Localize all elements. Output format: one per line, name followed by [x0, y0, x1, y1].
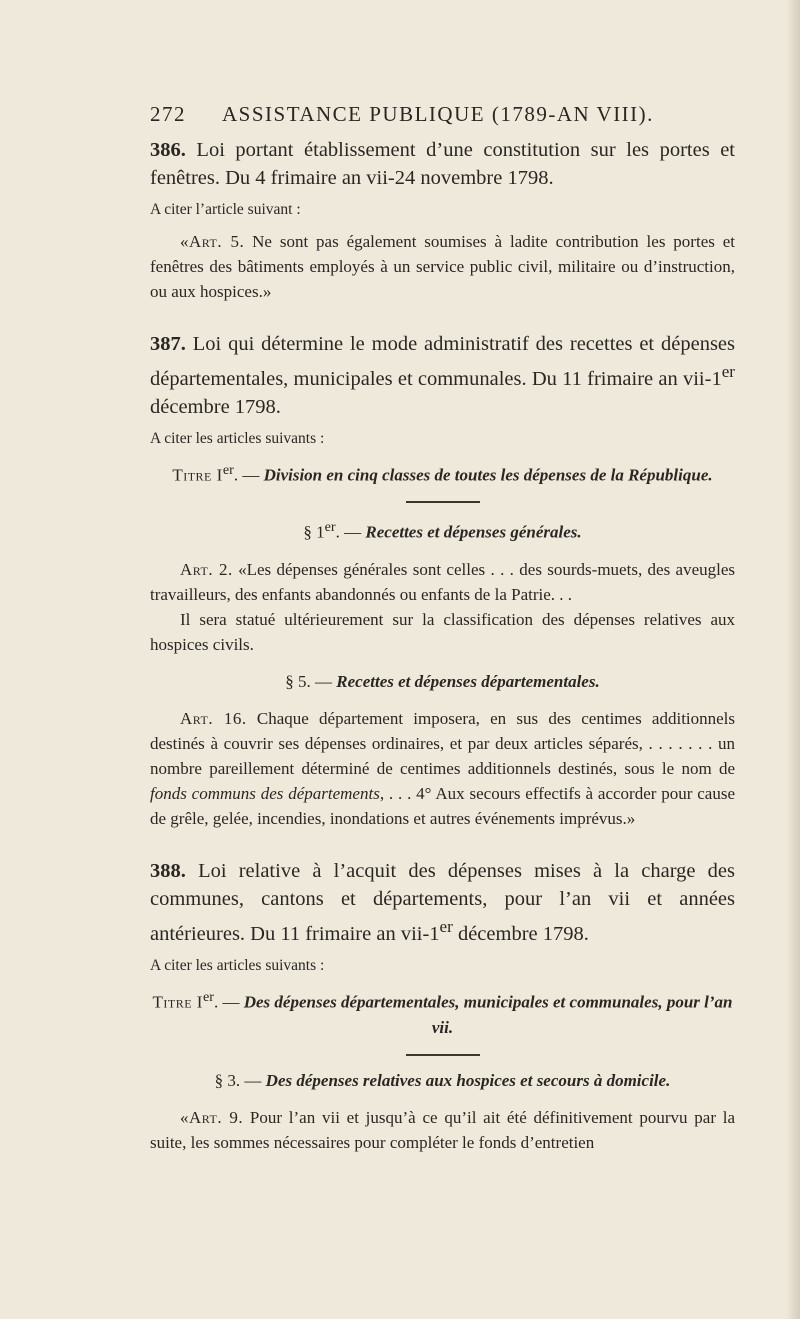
entry-number: 388. [150, 860, 186, 883]
article-label: «Art. 5. [180, 232, 245, 251]
article-label: «Art. 9. [180, 1107, 244, 1127]
running-title: ASSISTANCE PUBLIQUE (1789-AN VIII). [222, 102, 654, 126]
entry-388-intro: A citer les articles suivants : [150, 956, 325, 974]
entry-386-title [150, 136, 735, 192]
titre-dash: . — [233, 465, 260, 485]
entry-number: 386. [150, 139, 186, 161]
section-heading-text: Des dépenses relatives aux hospices et secours à domicile. [265, 1070, 671, 1090]
section-5-heading [150, 669, 735, 694]
page-number: 272 [150, 102, 186, 126]
section-heading-text: Recettes et dépenses générales. [365, 523, 582, 543]
section-rule [406, 1054, 480, 1056]
article-text-end: , . . . 4° Aux secours effectifs à accorder pour cause de grêle, gelée, incendies, inondations et autres événements imprévus.» [150, 784, 735, 829]
entry-387-intro: A citer les articles suivants : [150, 429, 325, 447]
entry-387-title [150, 330, 735, 421]
superscript: er [324, 519, 336, 536]
titre-heading [150, 458, 735, 488]
titre-dash: . — [213, 992, 240, 1012]
section-3-heading [150, 1068, 735, 1093]
entry-title-text: Loi relative à l’acquit des dépenses mises à la charge des communes, cantons et départements, pour l’an vii et années antérieures. Du 11 frimaire an vii-1 [150, 860, 736, 945]
section-label: § 3. — [214, 1070, 262, 1090]
superscript: er [721, 362, 735, 381]
section-dash: . — [335, 523, 362, 543]
entry-title-text: Loi portant établissement d’une constitution sur les portes et fenêtres. Du 4 frimaire an vii-24 novembre 1798. [150, 139, 735, 189]
section-1-heading [150, 515, 735, 545]
page-edge-shadow [786, 0, 800, 1319]
entry-title-date: décembre 1798. [150, 395, 281, 418]
titre-heading-text: Division en cinq classes de toutes les dépenses de la République. [263, 465, 713, 485]
article-9 [150, 1105, 735, 1155]
titre-label: Titre I [152, 992, 203, 1012]
section-rule [406, 501, 480, 503]
titre-heading-text: Des dépenses départementales, municipales et communales, pour l’an vii. [243, 992, 733, 1037]
article-label: Art. 2. [180, 560, 233, 580]
section-label: § 1 [303, 523, 325, 543]
section-heading-text: Recettes et dépenses départementales. [336, 672, 600, 692]
entry-number: 387. [150, 333, 186, 355]
entry-title-text: Loi qui détermine le mode administratif des recettes et dépenses départementales, municipales et communales. Du 11 frimaire an vii-1 [150, 333, 735, 390]
book-page [150, 100, 735, 1155]
section-label: § 5. — [285, 672, 333, 692]
article-label: Art. 16. [180, 709, 247, 729]
article-text: «Les dépenses générales sont celles . . . des sourds-muets, des aveugles travailleurs, des enfants abandonnés ou enfants de la Patrie. . . [150, 560, 736, 605]
article-2 [150, 557, 735, 607]
superscript: er [222, 461, 234, 478]
entry-title-date: décembre 1798. [452, 922, 589, 945]
titre-label: Titre I [172, 465, 223, 485]
superscript: er [439, 917, 453, 937]
entry-386-intro: A citer l’article suivant : [150, 201, 301, 218]
titre-heading [150, 985, 735, 1040]
running-header [150, 100, 735, 128]
superscript: er [202, 988, 214, 1005]
article-16 [150, 706, 735, 831]
article-2-continued: Il sera statué ultérieurement sur la classification des dépenses relatives aux hospices civils. [150, 610, 735, 655]
article-text: Pour l’an vii et jusqu’à ce qu’il ait été définitivement pourvu par la suite, les sommes nécessaires pour compléter le fonds d’entretien [150, 1107, 736, 1152]
entry-388-title [150, 857, 735, 948]
article-text: Chaque département imposera, en sus des centimes additionnels destinés à couvrir ses dépenses ordinaires, et par deux articles séparés, . . . . . . . un nombre pareillement déterminé de centimes additionnels destinés, sous le nom de [150, 709, 736, 779]
article-italic-text: fonds communs des départements [150, 784, 380, 804]
entry-386-article-5 [150, 229, 735, 304]
article-text: Ne sont pas également soumises à ladite contribution les portes et fenêtres des bâtiments employés à un service public civil, militaire ou d’instruction, ou aux hospices.» [150, 232, 735, 301]
